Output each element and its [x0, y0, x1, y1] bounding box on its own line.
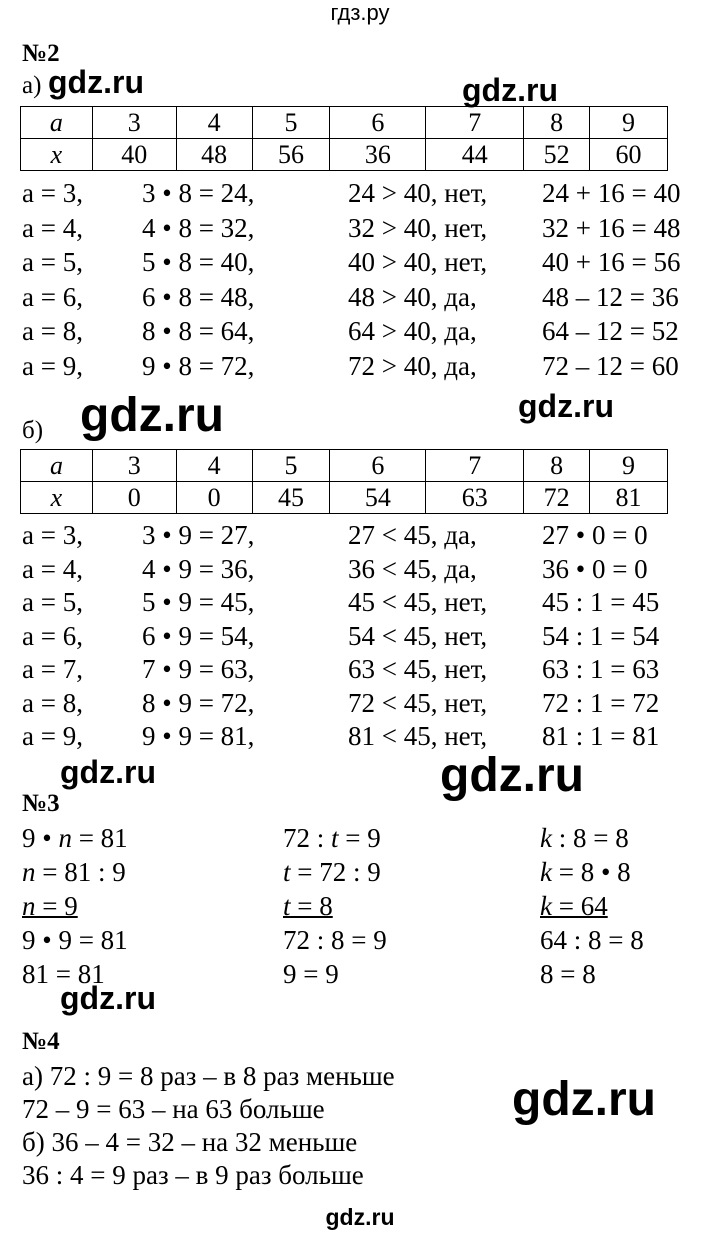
calc-part: 63 : 1 = 63	[542, 654, 660, 684]
calc-part: 40 + 16 = 56	[542, 247, 681, 277]
task3-col1-equation: 9 • n = 81	[22, 823, 128, 853]
task3-col1-result: 81 = 81	[22, 959, 105, 989]
table-cell: 9	[590, 450, 668, 482]
table-row-x	[21, 482, 668, 514]
task3-col1-step: n = 81 : 9	[22, 857, 126, 887]
watermark: gdz.ru	[440, 749, 584, 802]
table-cell: 4	[176, 450, 252, 482]
task2-number: №2	[22, 40, 60, 67]
row-header-x: x	[21, 139, 93, 171]
calc-part: 64 > 40, да,	[348, 316, 477, 346]
task3-col2-answer: t = 8	[283, 891, 333, 921]
table-cell: 36	[330, 139, 426, 171]
table-cell: 5	[252, 450, 330, 482]
watermark: gdz.ru	[462, 72, 558, 108]
table-cell: 48	[176, 139, 252, 171]
calc-part: 24 > 40, нет,	[348, 178, 488, 208]
calc-part: 9 • 9 = 81,	[142, 721, 255, 751]
table-row-x	[21, 139, 668, 171]
table-cell: 81	[590, 482, 668, 514]
calc-part: 8 • 8 = 64,	[142, 316, 255, 346]
table-cell: 3	[92, 450, 176, 482]
task3-number: №3	[22, 790, 60, 817]
watermark: gdz.ru	[512, 1073, 656, 1126]
row-header-a: a	[21, 107, 93, 139]
calc-part: 81 : 1 = 81	[542, 721, 660, 751]
table-cell: 45	[252, 482, 330, 514]
table-cell: 56	[252, 139, 330, 171]
task3-col3-check: 64 : 8 = 8	[540, 925, 644, 955]
task2a-label: а)	[22, 72, 42, 99]
watermark: gdz.ru	[48, 64, 144, 100]
table-cell: 6	[330, 107, 426, 139]
task3-col3-result: 8 = 8	[540, 959, 596, 989]
calc-part: 63 < 45, нет,	[348, 654, 488, 684]
calc-part: 3 • 8 = 24,	[142, 178, 255, 208]
task4-number: №4	[22, 1028, 60, 1055]
calc-part: а = 7,	[22, 654, 83, 684]
calc-part: 8 • 9 = 72,	[142, 687, 255, 718]
watermark: gdz.ru	[518, 388, 614, 424]
task3-col3-answer: k = 64	[540, 891, 608, 921]
table-cell: 44	[426, 139, 524, 171]
table-cell: 40	[92, 139, 176, 171]
table-cell: 3	[92, 107, 176, 139]
calc-part: а = 6,	[22, 281, 83, 312]
calc-part: а = 9,	[22, 350, 83, 381]
row-header-x: x	[21, 482, 93, 514]
calc-part: 32 + 16 = 48	[542, 212, 681, 243]
task4-line: а) 72 : 9 = 8 раз – в 8 раз меньше	[22, 1061, 395, 1091]
table-cell: 8	[524, 450, 590, 482]
calc-part: 81 < 45, нет,	[348, 721, 488, 751]
watermark: gdz.ru	[60, 754, 156, 790]
calc-part: а = 4,	[22, 553, 83, 584]
table-row-a	[21, 107, 668, 139]
table-cell: 7	[426, 107, 524, 139]
calc-part: 72 – 12 = 60	[542, 350, 679, 381]
calc-part: 32 > 40, нет,	[348, 212, 488, 243]
row-header-a: a	[21, 450, 93, 482]
task3-col2-check: 72 : 8 = 9	[283, 925, 387, 955]
task3-col1-answer: n = 9	[22, 891, 78, 921]
table-cell: 8	[524, 107, 590, 139]
table-a	[20, 106, 668, 171]
calc-part: 40 > 40, нет,	[348, 247, 488, 277]
site-header: гдз.ру	[330, 0, 390, 25]
calc-part: 48 > 40, да,	[348, 281, 477, 312]
calc-part: 48 – 12 = 36	[542, 281, 679, 312]
task2b-label: б)	[22, 417, 44, 444]
calc-part: 45 < 45, нет,	[348, 587, 488, 617]
footer-watermark: gdz.ru	[325, 1204, 395, 1230]
calc-part: 54 < 45, нет,	[348, 620, 488, 651]
task3-col2-result: 9 = 9	[283, 959, 339, 989]
task4-line: б) 36 – 4 = 32 – на 32 меньше	[22, 1127, 358, 1157]
table-cell: 0	[92, 482, 176, 514]
table-cell: 0	[176, 482, 252, 514]
calc-part: а = 4,	[22, 212, 83, 243]
calc-part: а = 8,	[22, 316, 83, 346]
table-cell: 4	[176, 107, 252, 139]
task4-line: 36 : 4 = 9 раз – в 9 раз больше	[22, 1160, 364, 1190]
task3-col2-equation: 72 : t = 9	[283, 823, 381, 853]
calc-part: 36 • 0 = 0	[542, 553, 648, 584]
calc-part: 64 – 12 = 52	[542, 316, 679, 346]
table-b	[20, 449, 668, 514]
calc-part: 36 < 45, да,	[348, 553, 477, 584]
calc-part: 5 • 9 = 45,	[142, 587, 255, 617]
calc-part: 4 • 9 = 36,	[142, 553, 255, 584]
calc-part: а = 3,	[22, 520, 83, 550]
table-cell: 72	[524, 482, 590, 514]
table-cell: 54	[330, 482, 426, 514]
calc-part: 72 : 1 = 72	[542, 687, 660, 718]
calc-part: а = 9,	[22, 721, 83, 751]
calc-part: 7 • 9 = 63,	[142, 654, 255, 684]
calc-part: 3 • 9 = 27,	[142, 520, 255, 550]
table-cell: 6	[330, 450, 426, 482]
calc-part: 27 • 0 = 0	[542, 520, 648, 550]
task4-line: 72 – 9 = 63 – на 63 больше	[22, 1094, 325, 1124]
task3-col2-step: t = 72 : 9	[283, 857, 381, 887]
table-cell: 63	[426, 482, 524, 514]
task3-col3-step: k = 8 • 8	[540, 857, 631, 887]
calc-part: 24 + 16 = 40	[542, 178, 681, 208]
calc-part: а = 6,	[22, 620, 83, 651]
calc-part: 4 • 8 = 32,	[142, 212, 255, 243]
calc-part: 9 • 8 = 72,	[142, 350, 255, 381]
calc-part: а = 8,	[22, 687, 83, 718]
calc-part: 72 > 40, да,	[348, 350, 477, 381]
task3-col3-equation: k : 8 = 8	[540, 823, 629, 853]
watermark: gdz.ru	[60, 980, 156, 1016]
task3-col1-check: 9 • 9 = 81	[22, 925, 128, 955]
calc-part: 45 : 1 = 45	[542, 587, 660, 617]
table-row-a	[21, 450, 668, 482]
table-cell: 7	[426, 450, 524, 482]
calc-part: 5 • 8 = 40,	[142, 247, 255, 277]
calc-part: а = 3,	[22, 178, 83, 208]
calc-part: 54 : 1 = 54	[542, 620, 660, 651]
table-cell: 5	[252, 107, 330, 139]
watermark: gdz.ru	[80, 389, 224, 442]
calc-part: а = 5,	[22, 587, 83, 617]
calc-part: а = 5,	[22, 247, 83, 277]
table-cell: 52	[524, 139, 590, 171]
calc-part: 27 < 45, да,	[348, 520, 477, 550]
calc-part: 6 • 9 = 54,	[142, 620, 255, 651]
table-cell: 9	[590, 107, 668, 139]
calc-part: 6 • 8 = 48,	[142, 281, 255, 312]
calc-part: 72 < 45, нет,	[348, 687, 488, 718]
table-cell: 60	[590, 139, 668, 171]
